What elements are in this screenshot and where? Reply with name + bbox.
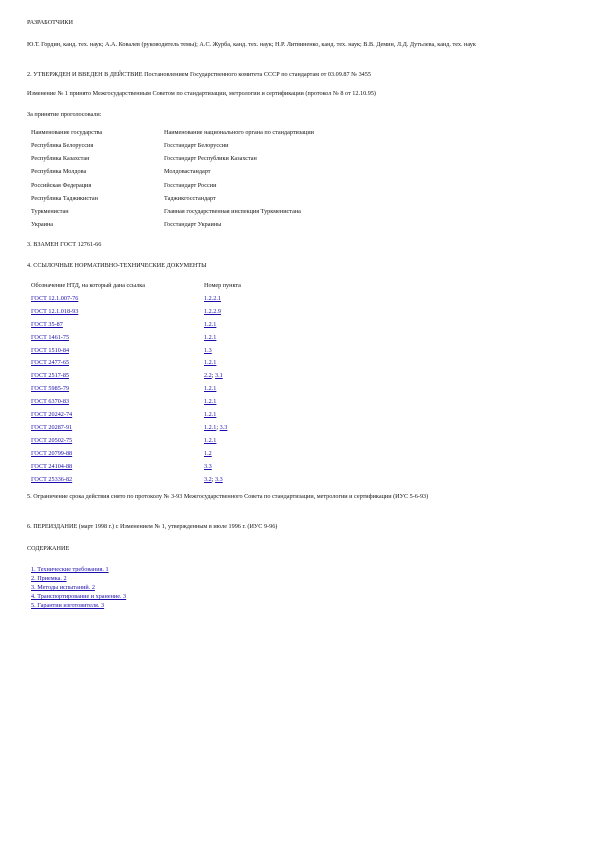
voting-row-body: Таджикгосстандарт [164,195,216,202]
reference-clause-link[interactable]: 1.2.1 [204,334,217,341]
voting-table-header-body: Наименование национального органа по стандартизации [164,129,314,136]
contents-list [31,565,126,610]
reference-doc-link[interactable]: ГОСТ 1461-75 [31,334,70,341]
reference-clause-link[interactable]: 1.2.1 [204,398,217,405]
reference-doc-link[interactable]: ГОСТ 6370-83 [31,398,70,405]
voting-table [31,128,431,238]
validity-paragraph: 5. Ограничение срока действия снято по протоколу № 3-93 Межгосударственного Совета по стандартизации, метрологии и сертификации (ИУС 5-6-93) [27,493,429,500]
reference-clause-link[interactable]: 2.2 [204,372,212,379]
voting-row-state: Республика Таджикистан [31,195,98,202]
reference-doc-link[interactable]: ГОСТ 5985-79 [31,385,70,392]
reference-clause-link[interactable]: 1.2.1 [204,385,217,392]
reference-doc-link[interactable]: ГОСТ 20287-91 [31,424,73,431]
voting-table-header-state: Наименование государства [31,129,103,136]
reference-doc-link[interactable]: ГОСТ 20242-74 [31,411,73,418]
reference-doc-link[interactable]: ГОСТ 25336-82 [31,476,73,483]
reference-doc-link[interactable]: ГОСТ 12.1.007-76 [31,295,79,302]
voted-label: За принятие проголосовали: [27,111,102,118]
reference-clause-links: 1.2.1; 3.3 [204,424,228,431]
voting-row-body: Госстандарт Белоруссии [164,142,229,149]
reference-clause-link[interactable]: 1.2.2.1 [204,295,222,302]
reference-clause-link[interactable]: 3.3 [215,476,223,483]
reference-clause-link[interactable]: 3.2 [204,476,212,483]
voting-row-state: Туркменистан [31,208,69,215]
contents-link[interactable]: 2. Приемка. 2 [31,575,67,582]
references-header-doc: Обозначение НТД, на который дана ссылка [31,282,145,289]
reference-clause-link[interactable]: 1.2.1 [204,411,217,418]
contents-link[interactable]: 5. Гарантии изготовителя. 3 [31,602,105,609]
voting-row-body: Госстандарт России [164,182,217,189]
voting-row-body: Главная государственная инспекция Туркменистана [164,208,301,215]
amendment-paragraph: Изменение № 1 принято Межгосударственным Советом по стандартизации, метрологии и сертификации (протокол № 8 от 12.10.95) [27,90,376,97]
voting-row-body: Госстандарт Украины [164,221,222,228]
reference-doc-link[interactable]: ГОСТ 20502-75 [31,437,73,444]
voting-row-body: Молдовастандарт [164,168,211,175]
reference-clause-link[interactable]: 1.2.1 [204,321,217,328]
reference-doc-link[interactable]: ГОСТ 20799-88 [31,450,73,457]
reference-clause-link[interactable]: 3.1 [215,372,223,379]
references-table [31,281,291,511]
voting-row-state: Республика Казахстан [31,155,90,162]
developers-heading: РАЗРАБОТЧИКИ [27,19,74,26]
reference-doc-link[interactable]: ГОСТ 2517-85 [31,372,70,379]
references-header-clause: Номер пункта [204,282,241,289]
contents-link[interactable]: 4. Транспортирование и хранение. 3 [31,593,127,600]
voting-row-state: Украина [31,221,54,228]
contents-link[interactable]: 1. Технические требования. 1 [31,566,109,573]
reference-doc-link[interactable]: ГОСТ 35-87 [31,321,63,328]
reference-clause-link[interactable]: 1.2 [204,450,212,457]
contents-link[interactable]: 3. Методы испытаний. 2 [31,584,95,591]
voting-row-body: Госстандарт Республики Казахстан [164,155,257,162]
voting-row-state: Республика Белоруссия [31,142,94,149]
reference-clause-link[interactable]: 1.2.2.9 [204,308,222,315]
reference-clause-link[interactable]: 3.3 [204,463,212,470]
approval-paragraph: 2. УТВЕРЖДЕН И ВВЕДЕН В ДЕЙСТВИЕ Постановлением Государственного комитета СССР по стандартам от 03.09.87 № 3455 [27,71,371,78]
reference-clause-link[interactable]: 1.3 [204,347,212,354]
replacement-paragraph: 3. ВЗАМЕН ГОСТ 12761-66 [27,241,102,248]
reference-clause-links: 2.2; 3.1 [204,372,223,379]
reference-doc-link[interactable]: ГОСТ 24104-88 [31,463,73,470]
reference-doc-link[interactable]: ГОСТ 12.1.018-93 [31,308,79,315]
reference-clause-link[interactable]: 3.3 [219,424,228,431]
voting-row-state: Российская Федерация [31,182,92,189]
developers-text: Ю.Т. Гордин, канд. тех. наук; А.А. Ковалев (руководитель темы); А.С. Журба, канд. тех. наук; Н.Р. Литвиненко, канд. тех. наук; В.В. Демин, Л.Д. Дутьлева, канд. тех. наук [27,41,476,48]
contents-heading: СОДЕРЖАНИЕ [27,545,70,552]
reference-clause-link[interactable]: 1.2.1 [204,424,217,431]
reference-doc-link[interactable]: ГОСТ 1510-84 [31,347,70,354]
reference-clause-link[interactable]: 1.2.1 [204,437,217,444]
reissue-paragraph: 6. ПЕРЕИЗДАНИЕ (март 1998 г.) с Изменением № 1, утвержденным в июле 1996 г. (ИУС 9-96) [27,523,278,530]
reference-clause-links: 3.2; 3.3 [204,476,223,483]
references-heading: 4. ССЫЛОЧНЫЕ НОРМАТИВНО-ТЕХНИЧЕСКИЕ ДОКУМЕНТЫ [27,262,207,269]
reference-doc-link[interactable]: ГОСТ 2477-65 [31,359,70,366]
reference-clause-link[interactable]: 1.2.1 [204,359,217,366]
voting-row-state: Республика Молдова [31,168,87,175]
